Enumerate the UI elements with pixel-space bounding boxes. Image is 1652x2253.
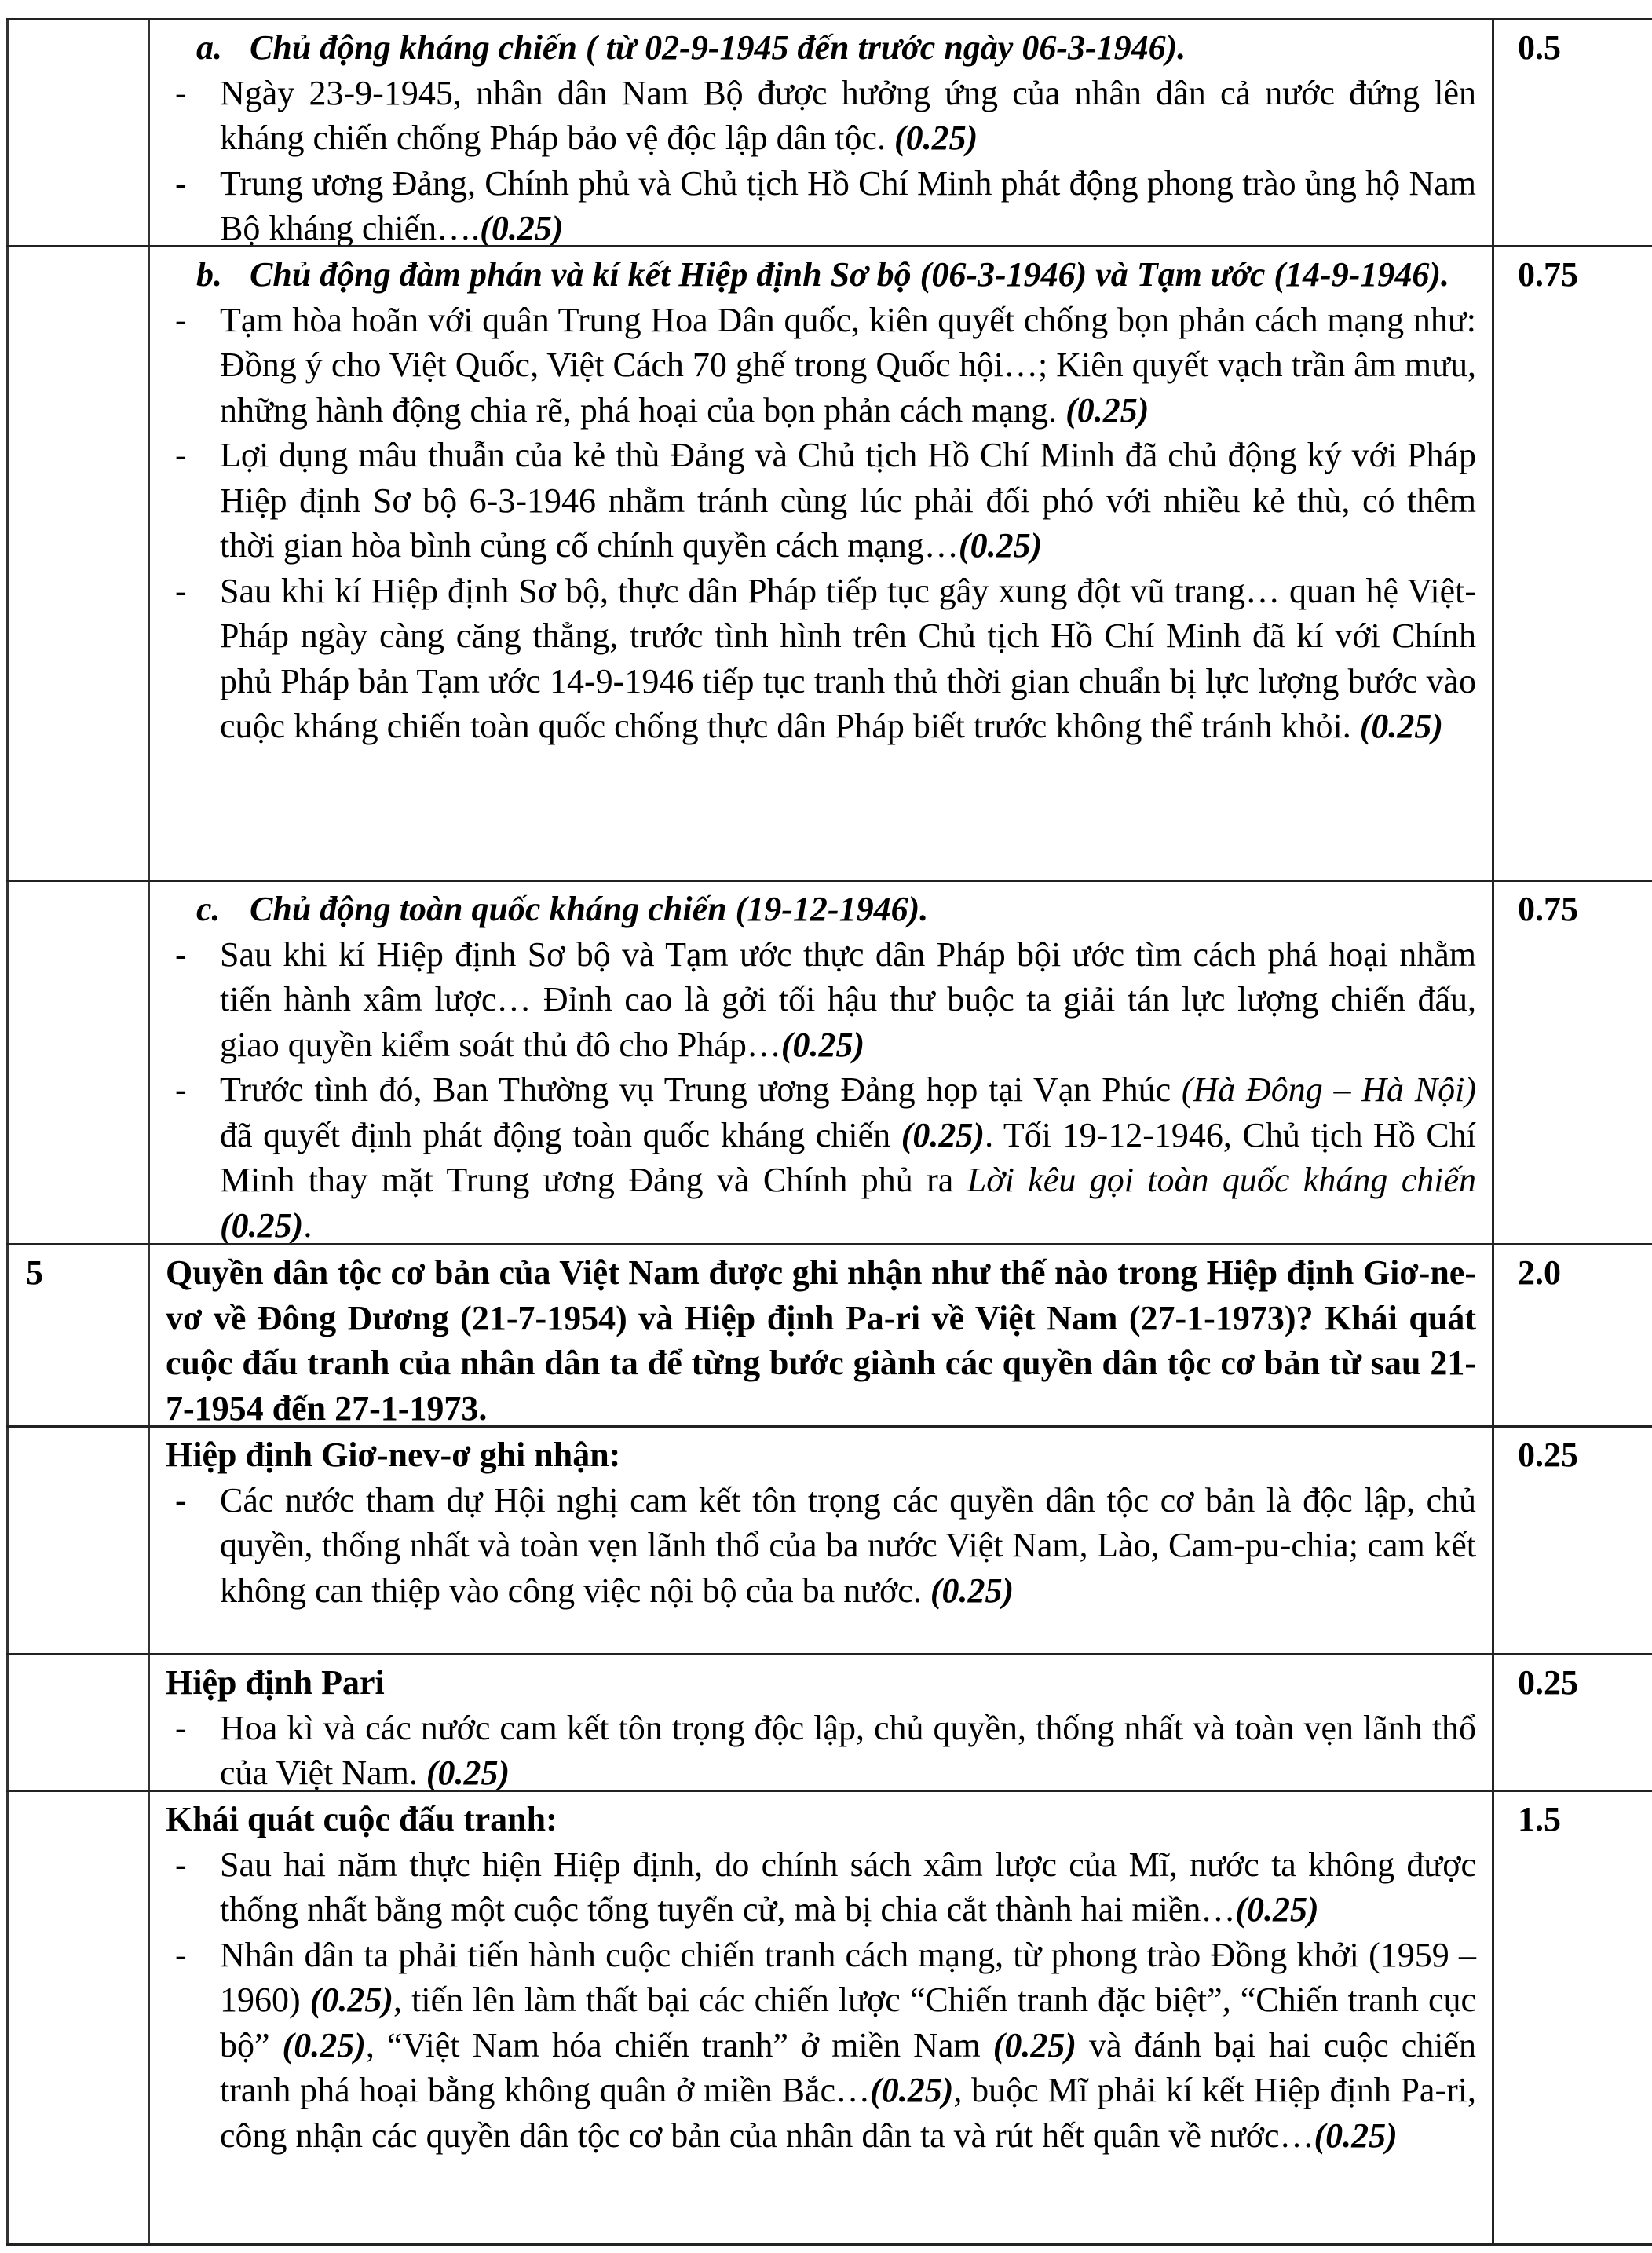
bullet-item (166, 1478, 1476, 1614)
text-run: đã quyết định phát động toàn quốc kháng chiến (220, 1115, 901, 1154)
bullet-item (166, 161, 1476, 251)
points-value: (0.25) (870, 2071, 954, 2109)
text-run: Ngày 23-9-1945, nhân dân Nam Bộ được hưởng ứng của nhân dân cả nước đứng lên kháng chiến chống Pháp bảo vệ độc lập dân tộc. (220, 73, 1476, 157)
points-value: (0.25) (901, 1115, 985, 1154)
text-run: và đánh bại hai cuộc chiến tranh phá hoại bằng không quân ở miền Bắc… (220, 2025, 1476, 2109)
bullet-dash: - (175, 1070, 187, 1109)
question-number-cell (6, 882, 148, 1243)
content-cell (148, 1428, 1492, 1653)
text-run: Các nước tham dự Hội nghị cam kết tôn trọng các quyền dân tộc cơ bản là độc lập, chủ quyền, thống nhất và toàn vẹn lãnh thổ của ba nước Việt Nam, Lào, Cam-pu-chia; cam kết không can thiệp vào công việc nội bộ của ba nước. (220, 1480, 1476, 1610)
bullet-text (220, 298, 1476, 433)
subheading: Khái quát cuộc đấu tranh: (166, 1800, 557, 1838)
bullet-dash: - (175, 1845, 187, 1884)
content-cell (148, 882, 1492, 1243)
heading-text: Chủ động toàn quốc kháng chiến (19-12-1946). (250, 890, 929, 928)
question-number-cell (6, 247, 148, 880)
bullet-text (220, 1842, 1476, 1933)
heading-text: Chủ động đàm phán và kí kết Hiệp định Sơ bộ (06-3-1946) và Tạm ước (14-9-1946). (250, 255, 1450, 294)
text-run: , tiến lên làm thất bại các chiến lược “Chiến tranh đặc biệt”, “Chiến tranh cục bộ” (220, 1981, 1476, 2065)
bullet-dash: - (175, 1708, 187, 1747)
score-value: 0.5 (1518, 28, 1561, 67)
bullet-dash: - (175, 571, 187, 610)
points-value: (0.25) (309, 1981, 394, 2019)
bullet-item (166, 433, 1476, 569)
score-value: 0.25 (1518, 1663, 1578, 1702)
points-value: (0.25) (282, 2025, 366, 2065)
points-value: (0.25) (1314, 2116, 1398, 2155)
bullet-item (166, 1706, 1476, 1796)
text-run: Sau khi kí Hiệp định Sơ bộ, thực dân Pháp tiếp tục gây xung đột vũ trang… quan hệ Việt- Pháp ngày càng căng thẳng, trước tình hình trên Chủ tịch Hồ Chí Minh đã kí với Chính phủ Pháp bản Tạm ước 14-9-1946 tiếp tục tranh thủ thời gian chuẩn bị lực lượng bước vào cuộc kháng chiến toàn quốc chống thực dân Pháp biết trước không thể tránh khỏi. (220, 571, 1476, 745)
text-run: Lợi dụng mâu thuẫn của kẻ thù Đảng và Chủ tịch Hồ Chí Minh đã chủ động ký với Pháp Hiệp định Sơ bộ 6-3-1946 nhằm tránh cùng lúc phải đối phó với nhiều kẻ thù, có thêm thời gian hòa bình củng cố chính quyền cách mạng… (220, 436, 1476, 565)
bullet-text (220, 569, 1476, 749)
question-number-cell (6, 20, 148, 245)
question-number-cell (6, 1428, 148, 1653)
bullet-text (220, 433, 1476, 569)
content-cell (148, 1655, 1492, 1790)
score-cell (1492, 247, 1652, 880)
question-text: Quyền dân tộc cơ bản của Việt Nam được ghi nhận như thế nào trong Hiệp định Giơ-ne-vơ về Đông Dương (21-7-1954) và Hiệp định Pa-ri về Việt Nam (27-1-1973)? Khái quát cuộc đấu tranh của nhân dân ta để từng bước giành các quyền dân tộc cơ bản từ sau 21-7-1954 đến 27-1-1973. (166, 1253, 1476, 1428)
bullet-dash: - (175, 1480, 187, 1520)
bullet-dash: - (175, 436, 187, 474)
score-cell (1492, 1428, 1652, 1653)
score-cell (1492, 1245, 1652, 1425)
section-heading (181, 252, 1476, 298)
bullet-item (166, 71, 1476, 161)
bullet-dash: - (175, 1935, 187, 1974)
text-run: , “Việt Nam hóa chiến tranh” ở miền Nam (365, 2025, 993, 2065)
points-value: (0.25) (930, 1571, 1014, 1610)
subheading: Hiệp định Pari (166, 1663, 385, 1702)
table-row-geneva (6, 1425, 1652, 1653)
points-value: (0.25) (958, 526, 1043, 565)
italic-text: (Hà Đông – Hà Nội) (1181, 1070, 1476, 1109)
points-value: (0.25) (992, 2025, 1076, 2065)
text-run: Tạm hòa hoãn với quân Trung Hoa Dân quốc, kiên quyết chống bọn phản cách mạng như: Đồng ý cho Việt Quốc, Việt Cách 70 ghế trong Quốc hội…; Kiên quyết vạch trần âm mưu, những hành động chia rẽ, phá hoại của bọn phản cách mạng. (220, 300, 1476, 430)
heading-label: b. (196, 255, 222, 294)
table-row-c (6, 880, 1652, 1243)
score-cell (1492, 882, 1652, 1243)
bullet-dash: - (175, 163, 187, 203)
score-value: 0.25 (1518, 1436, 1578, 1474)
points-value: (0.25) (426, 1754, 510, 1792)
question-number-cell (6, 1655, 148, 1790)
points-value: (0.25) (1359, 707, 1444, 745)
bullet-dash: - (175, 934, 187, 974)
table-row-b (6, 245, 1652, 880)
points-value: (0.25) (1235, 1890, 1319, 1929)
table-row-paris (6, 1653, 1652, 1790)
text-run: . Tối 19-12-1946, Chủ tịch Hồ Chí Minh thay mặt Trung ương Đảng và Chính phủ ra (220, 1115, 1476, 1199)
bullet-item (166, 932, 1476, 1068)
bullet-item (166, 298, 1476, 433)
text-run: Nhân dân ta phải tiến hành cuộc chiến tranh cách mạng, từ phong trào Đồng khởi (1959 – 1960) (220, 1935, 1476, 2019)
content-cell (148, 1792, 1492, 2243)
score-value: 0.75 (1518, 890, 1578, 928)
question-cell (148, 1245, 1492, 1428)
table-row-struggle (6, 1790, 1652, 2246)
points-value: (0.25) (894, 119, 978, 157)
text-run: Sau khi kí Hiệp định Sơ bộ và Tạm ước thực dân Pháp bội ước tìm cách phá hoại nhằm tiến hành xâm lược… Đỉnh cao là gởi tối hậu thư buộc ta giải tán lực lượng chiến đấu, giao quyền kiểm soát thủ đô cho Pháp… (220, 934, 1476, 1064)
text-run: . (303, 1205, 312, 1245)
italic-text: Lời kêu gọi toàn quốc kháng chiến (967, 1161, 1476, 1199)
content-cell (148, 247, 1492, 880)
text-run: , buộc Mĩ phải kí kết Hiệp định Pa-ri, công nhận các quyền dân tộc cơ bản của nhân dân ta và rút hết quân về nước… (220, 2071, 1476, 2155)
score-value: 1.5 (1518, 1800, 1561, 1838)
points-value: (0.25) (220, 1205, 304, 1245)
points-value: (0.25) (780, 1025, 865, 1064)
points-value: (0.25) (480, 209, 564, 247)
table-row-question-5 (6, 1243, 1652, 1428)
score-value: 0.75 (1518, 255, 1578, 294)
bullet-dash: - (175, 73, 187, 112)
section-heading (181, 887, 1476, 932)
bullet-text (220, 71, 1476, 161)
score-cell (1492, 1792, 1652, 2243)
question-number: 5 (26, 1253, 43, 1292)
bullet-dash: - (175, 300, 187, 339)
bullet-item (166, 1067, 1476, 1248)
bullet-text (220, 932, 1476, 1068)
content-cell (148, 20, 1492, 245)
text-run: Sau hai năm thực hiện Hiệp định, do chính sách xâm lược của Mĩ, nước ta không được thống nhất bằng một cuộc tổng tuyển cử, mà bị chia cắt thành hai miền… (220, 1845, 1476, 1929)
subheading: Hiệp định Giơ-nev-ơ ghi nhận: (166, 1436, 621, 1474)
bullet-text (220, 1706, 1476, 1796)
bullet-text (220, 161, 1476, 251)
points-value: (0.25) (1065, 390, 1149, 430)
bullet-item (166, 1933, 1476, 2159)
bullet-item (166, 569, 1476, 749)
text-run: Trước tình đó, Ban Thường vụ Trung ương Đảng họp tại Vạn Phúc (220, 1070, 1182, 1109)
text-run: Trung ương Đảng, Chính phủ và Chủ tịch Hồ Chí Minh phát động phong trào ủng hộ Nam Bộ kháng chiến…. (220, 163, 1476, 247)
heading-label: c. (196, 890, 221, 928)
bullet-item (166, 1842, 1476, 1933)
section-heading (181, 25, 1476, 71)
score-cell (1492, 20, 1652, 245)
bullet-text (220, 1067, 1476, 1248)
text-run: Hoa kì và các nước cam kết tôn trọng độc lập, chủ quyền, thống nhất và toàn vẹn lãnh thổ của Việt Nam. (220, 1708, 1476, 1792)
heading-text: Chủ động kháng chiến ( từ 02-9-1945 đến trước ngày 06-3-1946). (250, 28, 1186, 67)
bullet-text (220, 1933, 1476, 2159)
score-value: 2.0 (1518, 1253, 1561, 1292)
question-number-cell (6, 1245, 148, 1425)
heading-label: a. (196, 28, 222, 67)
bullet-text (220, 1478, 1476, 1614)
score-cell (1492, 1655, 1652, 1790)
table-row-a (6, 18, 1652, 245)
question-number-cell (6, 1792, 148, 2243)
